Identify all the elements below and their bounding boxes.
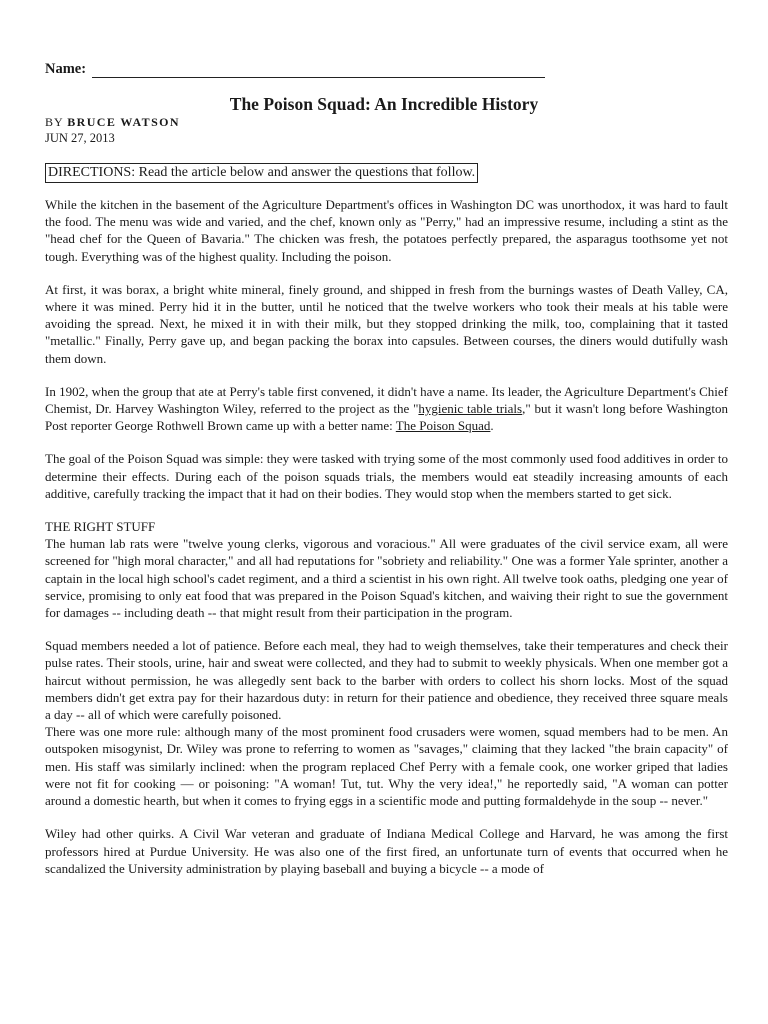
poison-squad-link[interactable]: The Poison Squad (395, 418, 491, 434)
article-body (45, 196, 728, 893)
paragraph-3-text-a: In 1902, when the group that ate at Perry's table first convened, it didn't have a name. Its leader, the Agriculture Department's Chief Chemist, Dr. Harvey Washington Wiley, referred to the project as the " (45, 383, 729, 417)
byline-author: BRUCE WATSON (67, 115, 180, 129)
name-blank-line (92, 77, 545, 78)
directions-box: DIRECTIONS: Read the article below and answer the questions that follow. (45, 163, 478, 183)
hygienic-table-trials-link[interactable]: hygienic table trials (418, 401, 523, 417)
paragraph-4: The goal of the Poison Squad was simple: they were tasked with trying some of the most commonly used food additives in order to determine their effects. During each of the poison squads trials, the members would eat steadily increasing amounts of each additive, carefully tracking the impact that it had on their bodies. They would stop when the members started to get sick. (45, 451, 728, 501)
paragraph-2: At first, it was borax, a bright white mineral, finely ground, and shipped in fresh from the burnings wastes of Death Valley, CA, where it was mined. Perry hid it in the butter, until he noticed that the twelve workers who took their meals at his table were avoiding the spread. Next, he mixed it in with their milk, but they stopped drinking the milk, too, complaining that it tasted "metallic." Finally, Perry gave up, and began packing the borax into capsules. Between courses, the diners would dutifully wash them down. (45, 281, 728, 366)
paragraph-7: There was one more rule: although many of the most prominent food crusaders were women, squad members had to be men. An outspoken misogynist, Dr. Wiley was prone to referring to women as "savages," claiming that they lacked "the brain capacity" of men. His staff was similarly inclined: when the program replaced Chef Perry with a female cook, one worker griped that ladies were not fit for cooking — or poisoning: "A woman! Tut, tut. Why the very idea!," he reportedly said, "A woman can potter around a domestic hearth, but when it comes to frying eggs in a scientific mode and putting formaldehyde in the soup -- never." (45, 724, 728, 809)
paragraph-3-text-b: ," but it wasn't long before Washington Post reporter George Rothwell Brown came up with a better name: (45, 401, 728, 434)
paragraph-6: Squad members needed a lot of patience. Before each meal, they had to weigh themselves, take their temperatures and check their pulse rates. Their stools, urine, hair and sweat were collected, and they had to submit to weekly physicals. When one member got a haircut without permission, he was allegedly sent back to the barber with orders to collect his shorn locks. Most of the squad members didn't get extra pay for their hazardous duty: in return for their patience and obedience, they received three square meals a day -- all of which were carefully poisoned. (45, 638, 728, 723)
name-label: Name: (45, 61, 87, 77)
section-heading: THE RIGHT STUFF (45, 519, 156, 535)
paragraph-3 (45, 383, 728, 435)
publish-date: JUN 27, 2013 (45, 131, 115, 145)
paragraph-8: Wiley had other quirks. A Civil War veteran and graduate of Indiana Medical College and Harvard, he was among the first professors hired at Purdue University. He was also one of the first fired, an unfortunate turn of events that occurred when he scandalized the University administration by playing baseball and buying a bicycle -- a mode of (45, 826, 728, 876)
paragraph-3-text-c: . (490, 418, 494, 434)
paragraph-1: While the kitchen in the basement of the Agriculture Department's offices in Washington DC was unorthodox, it was hard to fault the food. The menu was wide and varied, and the chef, known only as "Perry," had an impressive resume, including a stint as the "head chef for the Queen of Bavaria." The chicken was fresh, the potatoes perfectly prepared, the asparagus toothsome yet not tough. Everything was of the highest quality. Including the poison. (45, 197, 728, 264)
paragraph-5: The human lab rats were "twelve young clerks, vigorous and voracious." All were graduates of the civil service exam, all were screened for "high moral character," and all had reputations for "sobriety and reliability." One was a former Yale sprinter, another a captain in the local high school's cadet regiment, and a third a scientist in his own right. All twelve took oaths, pledging one year of service, promising to only eat food that was prepared in the Poison Squad's kitchen, and waiving their right to sue the government for damages -- including death -- that might result from their participation in the program. (45, 536, 728, 621)
byline (45, 115, 180, 130)
byline-prefix: BY (45, 115, 64, 129)
article-title: The Poison Squad: An Incredible History (229, 94, 539, 114)
